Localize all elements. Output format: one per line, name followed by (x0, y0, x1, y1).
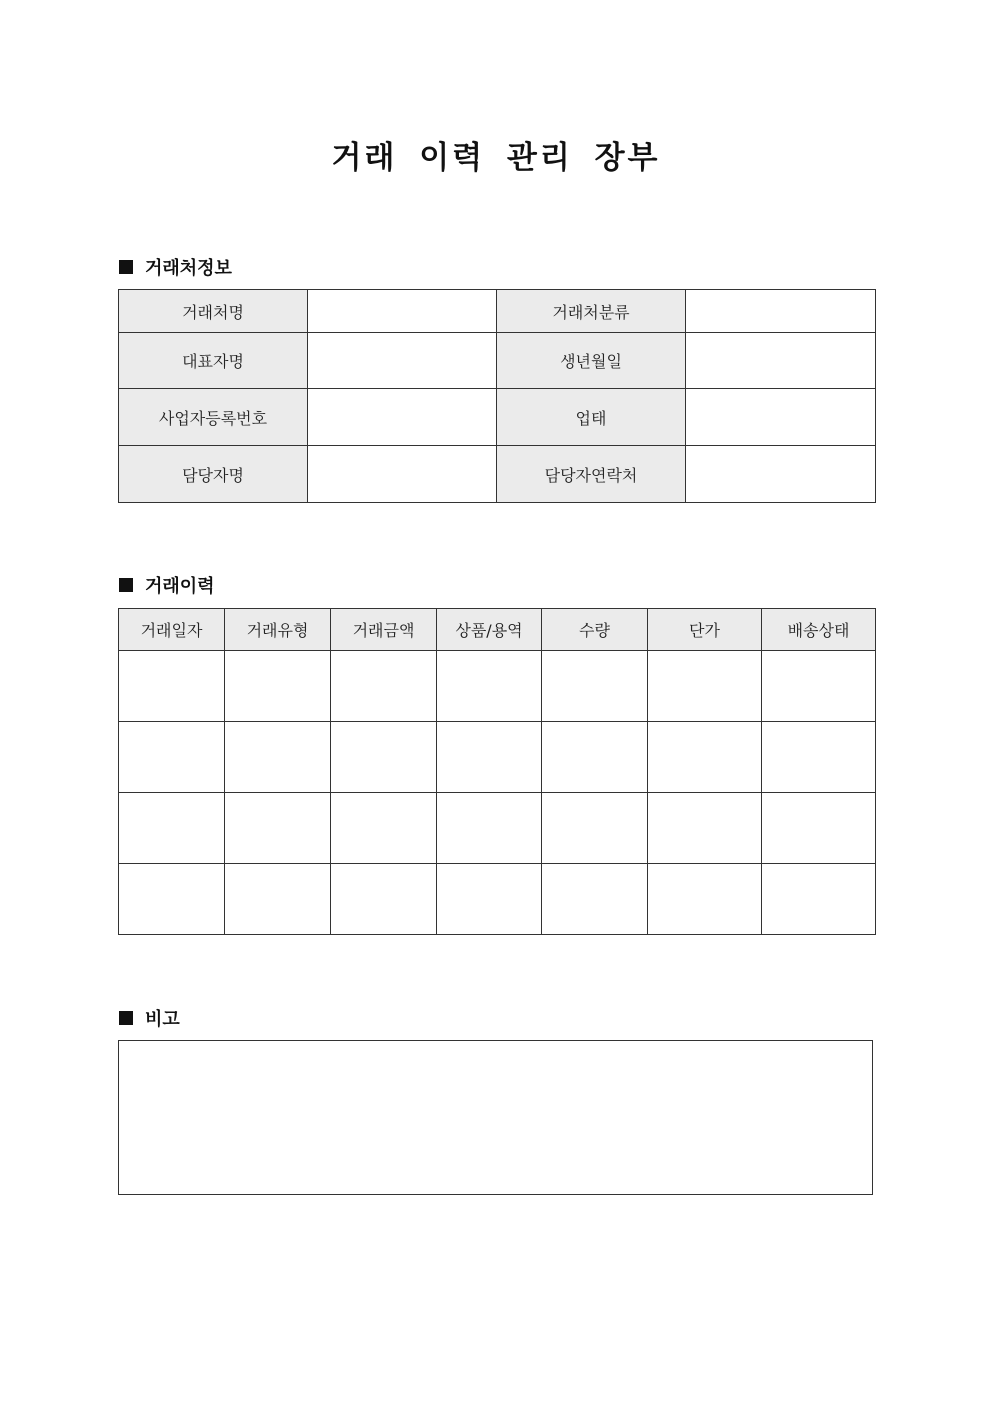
history-table (118, 608, 876, 935)
history-cell[interactable] (762, 651, 876, 722)
history-cell[interactable] (331, 722, 437, 793)
remarks-heading-label: 비고 (145, 1009, 180, 1030)
history-cell[interactable] (762, 793, 876, 864)
history-cell[interactable] (119, 651, 225, 722)
history-cell[interactable] (225, 722, 331, 793)
partner-label-cell: 거래처분류 (497, 290, 686, 333)
table-row (119, 864, 876, 935)
partner-info-heading-label: 거래처정보 (145, 258, 232, 279)
history-cell[interactable] (437, 864, 542, 935)
history-cell[interactable] (119, 793, 225, 864)
history-cell[interactable] (225, 864, 331, 935)
birthdate-field[interactable] (686, 333, 876, 389)
history-cell[interactable] (648, 793, 762, 864)
table-row (119, 793, 876, 864)
history-cell[interactable] (542, 793, 648, 864)
remarks-field[interactable] (118, 1040, 873, 1195)
history-cell[interactable] (437, 793, 542, 864)
partner-info-row (119, 389, 876, 446)
history-cell[interactable] (762, 864, 876, 935)
remarks-heading (119, 1005, 180, 1031)
history-cell[interactable] (119, 864, 225, 935)
partner-label-cell: 생년월일 (497, 333, 686, 389)
partner-info-heading (119, 254, 232, 280)
square-bullet-icon (119, 578, 133, 592)
history-header-row (119, 609, 876, 651)
partner-info-row (119, 446, 876, 503)
history-cell[interactable] (331, 864, 437, 935)
history-cell[interactable] (648, 864, 762, 935)
partner-name-field[interactable] (308, 290, 497, 333)
column-header: 단가 (648, 609, 762, 651)
column-header: 거래일자 (119, 609, 225, 651)
business-type-field[interactable] (686, 389, 876, 446)
history-cell[interactable] (331, 793, 437, 864)
square-bullet-icon (119, 1011, 133, 1025)
history-cell[interactable] (648, 651, 762, 722)
partner-label-cell: 담당자연락처 (497, 446, 686, 503)
partner-label-cell: 담당자명 (119, 446, 308, 503)
history-cell[interactable] (331, 651, 437, 722)
contact-person-field[interactable] (308, 446, 497, 503)
partner-label-cell: 업태 (497, 389, 686, 446)
column-header: 배송상태 (762, 609, 876, 651)
history-cell[interactable] (648, 722, 762, 793)
table-row (119, 651, 876, 722)
column-header: 거래금액 (331, 609, 437, 651)
history-heading-label: 거래이력 (145, 576, 215, 597)
partner-info-table (118, 289, 876, 503)
partner-label-cell: 거래처명 (119, 290, 308, 333)
history-cell[interactable] (119, 722, 225, 793)
history-cell[interactable] (437, 651, 542, 722)
table-row (119, 722, 876, 793)
history-cell[interactable] (437, 722, 542, 793)
history-cell[interactable] (542, 651, 648, 722)
column-header: 상품/용역 (437, 609, 542, 651)
partner-label-cell: 사업자등록번호 (119, 389, 308, 446)
square-bullet-icon (119, 260, 133, 274)
contact-phone-field[interactable] (686, 446, 876, 503)
page-title: 거래 이력 관리 장부 (331, 140, 661, 176)
history-cell[interactable] (762, 722, 876, 793)
partner-info-row (119, 333, 876, 389)
history-cell[interactable] (225, 793, 331, 864)
history-cell[interactable] (225, 651, 331, 722)
partner-label-cell: 대표자명 (119, 333, 308, 389)
partner-info-row (119, 290, 876, 333)
column-header: 수량 (542, 609, 648, 651)
partner-category-field[interactable] (686, 290, 876, 333)
representative-name-field[interactable] (308, 333, 497, 389)
history-cell[interactable] (542, 864, 648, 935)
column-header: 거래유형 (225, 609, 331, 651)
history-heading (119, 572, 215, 598)
business-number-field[interactable] (308, 389, 497, 446)
history-cell[interactable] (542, 722, 648, 793)
